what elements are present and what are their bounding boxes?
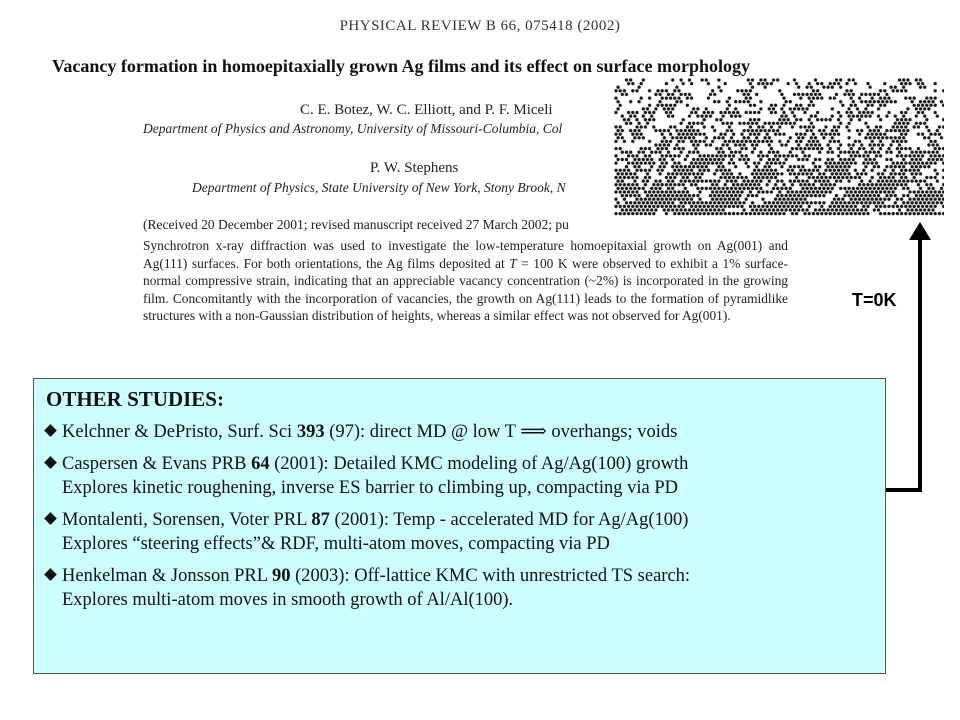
- paper-authors-2: P. W. Stephens: [370, 160, 459, 176]
- study-line: [62, 508, 875, 532]
- arrow-vertical-line: [918, 238, 922, 492]
- study-line: [62, 452, 875, 476]
- implies-arrow-icon: ⟹: [520, 422, 547, 442]
- paper-title: Vacancy formation in homoepitaxially grown Ag films and its effect on surface morphology: [52, 56, 750, 76]
- paper-affiliation-2: Department of Physics, State University of New York, Stony Brook, N: [192, 180, 566, 195]
- atomistic-simulation-image: [614, 78, 944, 216]
- study-line: [62, 564, 875, 588]
- abstract-part-1: Synchrotron x-ray diffraction was used to investigate the low-temperature homoepitaxial growth on Ag(001) and Ag(111) surfaces. For both orientations, the Ag films deposited at: [143, 238, 788, 271]
- study-item: [46, 420, 875, 444]
- study-result: overhangs; voids: [546, 422, 678, 442]
- study-item: [46, 452, 875, 500]
- study-authors: Henkelman & Jonsson PRL: [62, 566, 273, 586]
- abstract-part-2: = 100 K were observed to exhibit a 1% surface-normal compressive strain, indicating that an appreciable vacancy concentration (~2%) is incorporated in the growing film. Concomitantly with the incorporation of vacancies, the growth on Ag(111) leads to the formation of pyramidlike structures with a non-Gaussian distribution of heights, whereas a similar effect was not observed for Ag(001).: [143, 255, 788, 323]
- abstract-temperature-symbol: T: [509, 255, 517, 271]
- arrow-head-icon: [909, 222, 931, 240]
- study-line-2: Explores kinetic roughening, inverse ES barrier to climbing up, compacting via PD: [62, 478, 679, 498]
- other-studies-box: [33, 378, 886, 674]
- paper-abstract: [143, 237, 788, 325]
- study-authors: Caspersen & Evans PRB: [62, 454, 252, 474]
- study-volume: 64: [251, 454, 270, 474]
- study-line-2: Explores multi-atom moves in smooth growth of Al/Al(100).: [62, 590, 514, 610]
- study-item: [46, 508, 875, 556]
- atom-lattice-graphic: [614, 78, 944, 216]
- paper-authors-1: C. E. Botez, W. C. Elliott, and P. F. Miceli: [300, 102, 553, 118]
- study-authors: Montalenti, Sorensen, Voter PRL: [62, 510, 312, 530]
- study-volume: 90: [272, 566, 291, 586]
- paper-received-dates: (Received 20 December 2001; revised manuscript received 27 March 2002; pu: [143, 217, 569, 232]
- study-details: (2003): Off-lattice KMC with unrestricted TS search:: [290, 566, 691, 586]
- diamond-bullet-icon: [44, 456, 57, 469]
- journal-citation: PHYSICAL REVIEW B 66, 075418 (2002): [339, 18, 621, 34]
- study-authors: Kelchner & DePristo, Surf. Sci: [62, 422, 297, 442]
- study-details: (2001): Temp - accelerated MD for Ag/Ag(100): [329, 510, 689, 530]
- diamond-bullet-icon: [44, 568, 57, 581]
- study-volume: 87: [311, 510, 330, 530]
- temperature-label: T=0K: [852, 290, 897, 310]
- paper-affiliation-1: Department of Physics and Astronomy, University of Missouri-Columbia, Col: [143, 121, 563, 136]
- arrow-horizontal-line: [886, 488, 922, 492]
- other-studies-title: OTHER STUDIES:: [46, 387, 224, 411]
- atom-cluster-group: [614, 78, 944, 215]
- study-details: (2001): Detailed KMC modeling of Ag/Ag(100) growth: [269, 454, 689, 474]
- study-line-2: Explores “steering effects”& RDF, multi-atom moves, compacting via PD: [62, 534, 610, 554]
- study-details: (97): direct MD @ low T: [324, 422, 521, 442]
- study-item: [46, 564, 875, 612]
- study-volume: 393: [296, 422, 325, 442]
- diamond-bullet-icon: [44, 424, 57, 437]
- study-line: [62, 420, 875, 444]
- diamond-bullet-icon: [44, 512, 57, 525]
